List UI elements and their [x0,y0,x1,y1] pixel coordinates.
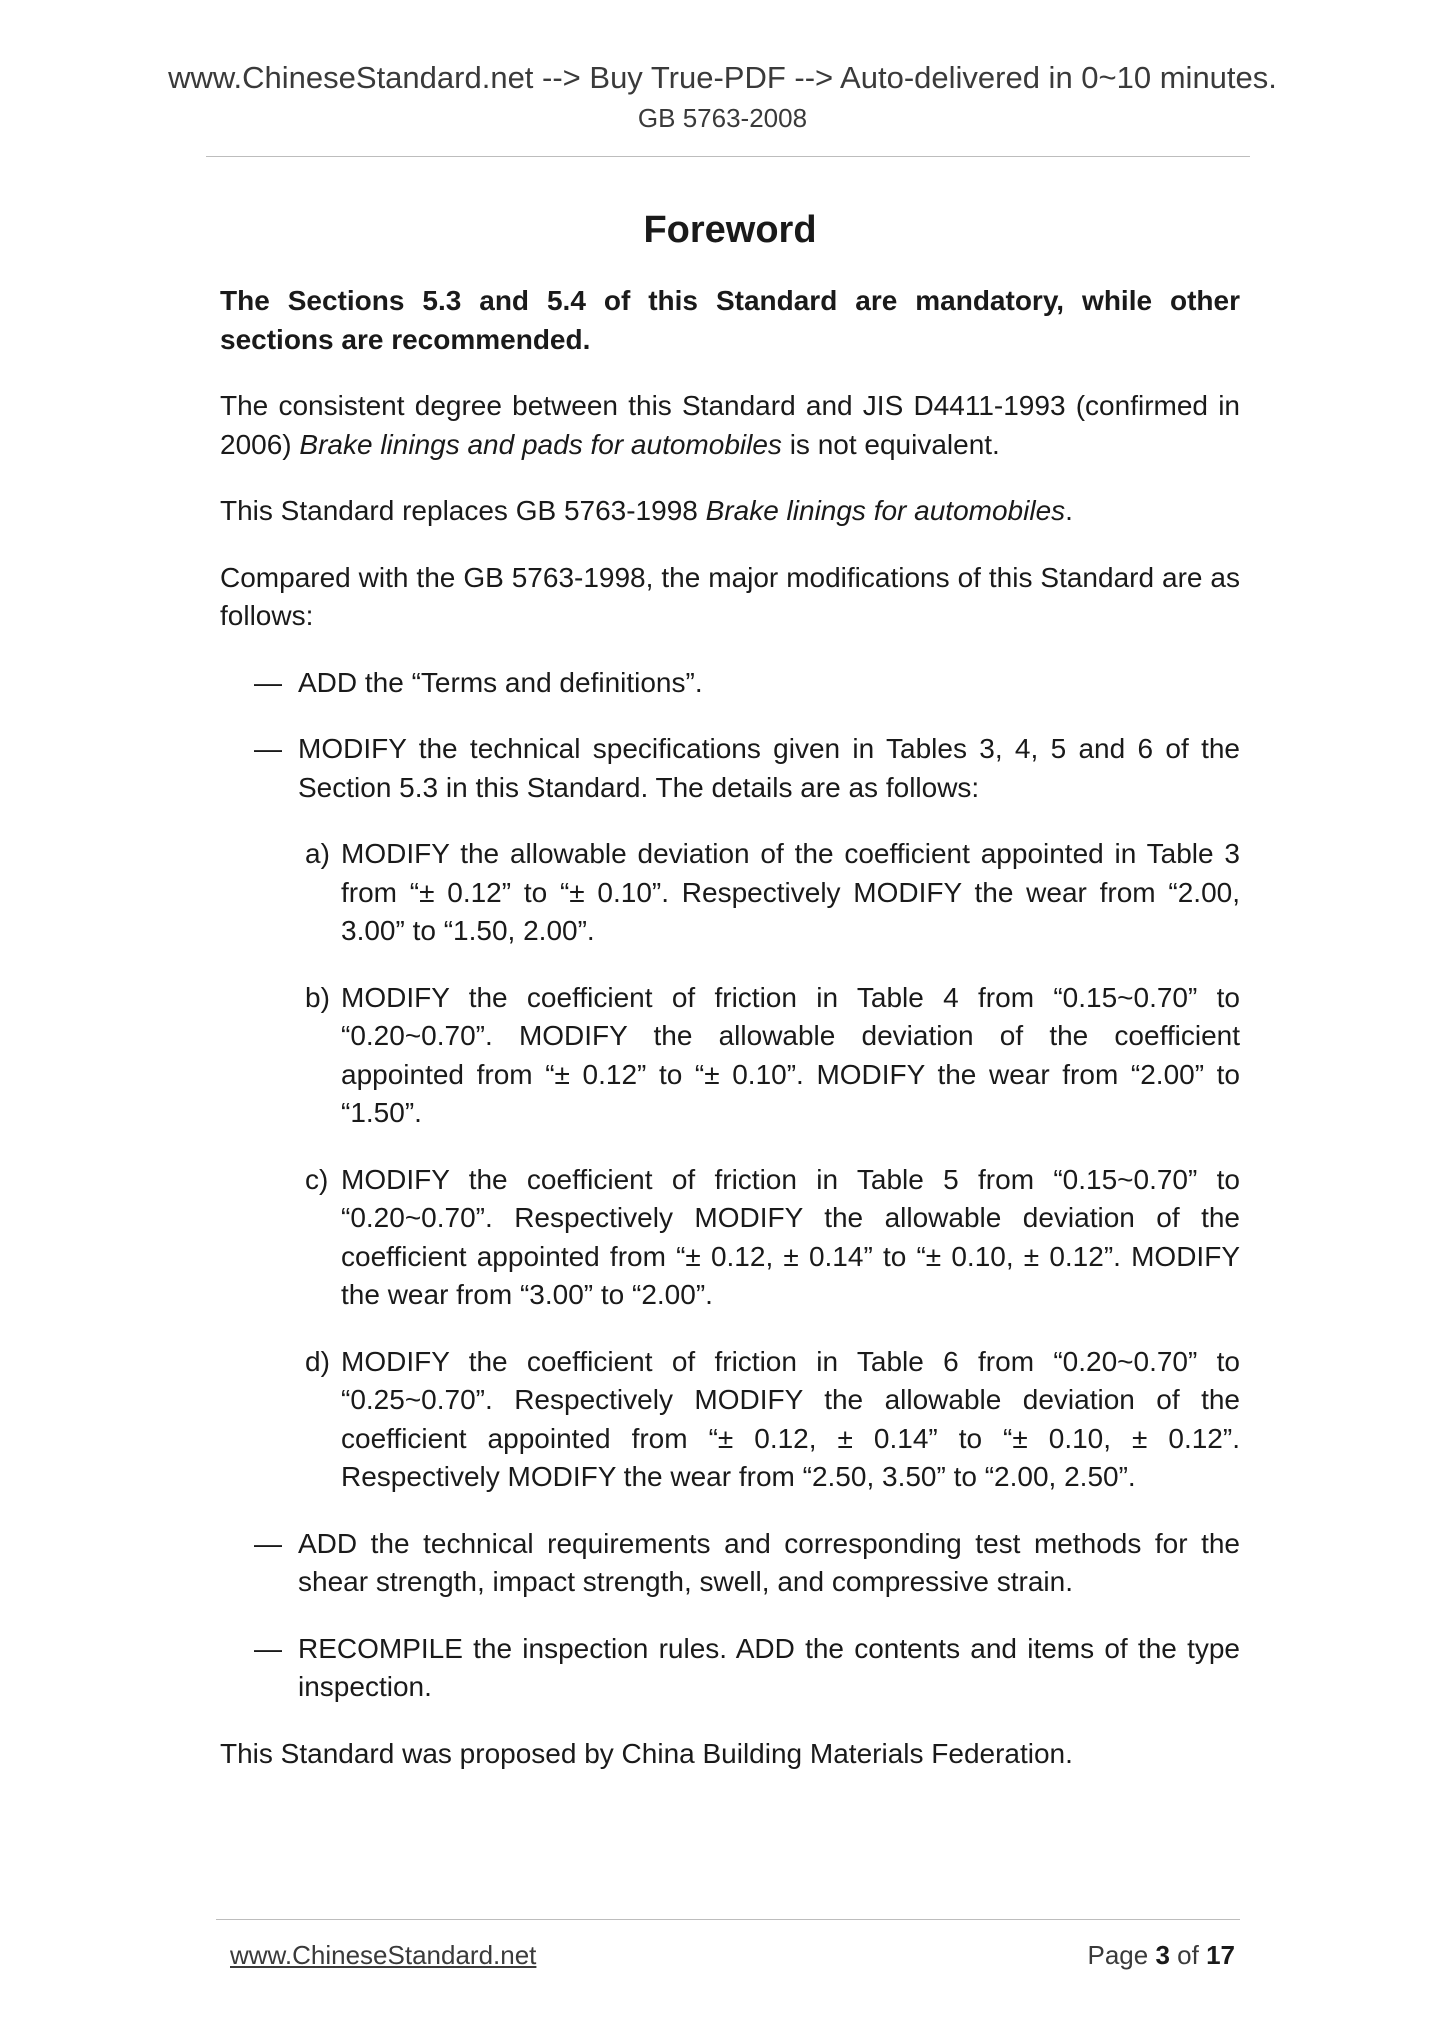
replaces-paragraph [220,492,1240,531]
consistency-text-start: The consistent degree between this Standard and JIS D4411-1993 (confirmed in 2006) [220,390,1240,460]
sub-item-marker: c) [305,1163,329,1195]
sub-item-text: MODIFY the coefficient of friction in Table 4 from “0.15~0.70” to “0.20~0.70”. MODIFY the allowable deviation of the coefficient appointed from “± 0.12” to “± 0.10”. MODIFY the wear from “2.00” to “1.50”. [341,981,1240,1128]
page-total: 17 [1206,1940,1235,1970]
modification-item-add-requirements [220,1525,1240,1602]
sub-item-marker: a) [305,838,330,869]
consistency-text-end: is not equivalent. [781,428,1000,460]
footer-website-link[interactable]: www.ChineseStandard.net [230,1940,537,1970]
proposed-by-paragraph: This Standard was proposed by China Building Materials Federation. [220,1737,1073,1769]
sub-item-text: MODIFY the coefficient of friction in Table 5 from “0.15~0.70” to “0.20~0.70”. Respectively MODIFY the allowable deviation of the coefficient appointed from “± 0.12, ± 0.14” to “± 0.10, ± 0.12”. MODIFY the wear from “3.00” to “2.00”. [341,1163,1240,1310]
page-current: 3 [1155,1940,1170,1970]
sub-item-marker: d) [305,1345,330,1377]
page-header [0,56,1445,136]
dash-bullet: — [254,1527,282,1559]
modification-item-modify-specs [220,730,1240,807]
sub-item-b [220,979,1240,1133]
dash-bullet: — [254,733,282,764]
modification-text: RECOMPILE the inspection rules. ADD the contents and items of the type inspection. [298,1632,1240,1702]
modification-text: MODIFY the technical specifications given in Tables 3, 4, 5 and 6 of the Section 5.3 in this Standard. The details are as follows: [298,733,1240,803]
header-doc-code: GB 5763-2008 [637,103,808,133]
replaces-text-start: This Standard replaces GB 5763-1998 [220,495,706,526]
modification-item-recompile [220,1630,1240,1707]
modification-text: ADD the “Terms and definitions”. [298,666,703,698]
replaces-text-end: . [1065,495,1073,526]
replaces-standard-title: Brake linings for automobiles [705,495,1066,526]
sub-item-d [220,1343,1240,1497]
sub-item-text: MODIFY the allowable deviation of the coefficient appointed in Table 3 from “± 0.12” to “± 0.10”. Respectively MODIFY the wear from “2.00, 3.00” to “1.50, 2.00”. [341,838,1240,946]
footer-divider [216,1919,1240,1920]
comparison-paragraph: Compared with the GB 5763-1998, the major modifications of this Standard are as follows: [220,561,1240,631]
modification-text: ADD the technical requirements and corresponding test methods for the shear strength, impact strength, swell, and compressive strain. [298,1527,1240,1597]
document-body [220,204,1240,1801]
sub-item-marker: b) [305,981,330,1013]
dash-bullet: — [254,666,282,698]
header-promo-text: www.ChineseStandard.net --> Buy True-PDF --> Auto-delivered in 0~10 minutes. [168,60,1277,95]
sub-item-c [220,1161,1240,1315]
sub-item-a [220,835,1240,951]
page-number [1087,1937,1235,1973]
header-divider [206,156,1250,157]
page-title: Foreword [643,209,817,251]
mandatory-statement: The Sections 5.3 and 5.4 of this Standard are mandatory, while other sections are recommended. [220,285,1240,355]
consistency-standard-title: Brake linings and pads for automobiles [299,428,782,460]
page-label: Page [1087,1940,1149,1970]
modification-item-add-terms [220,664,1240,703]
dash-bullet: — [254,1632,282,1664]
page-of-label: of [1177,1940,1199,1970]
consistency-paragraph [220,387,1240,464]
sub-item-text: MODIFY the coefficient of friction in Table 6 from “0.20~0.70” to “0.25~0.70”. Respectively MODIFY the allowable deviation of the coefficient appointed from “± 0.12, ± 0.14” to “± 0.10, ± 0.12”. Respectively MODIFY the wear from “2.50, 3.50” to “2.00, 2.50”. [341,1345,1240,1492]
